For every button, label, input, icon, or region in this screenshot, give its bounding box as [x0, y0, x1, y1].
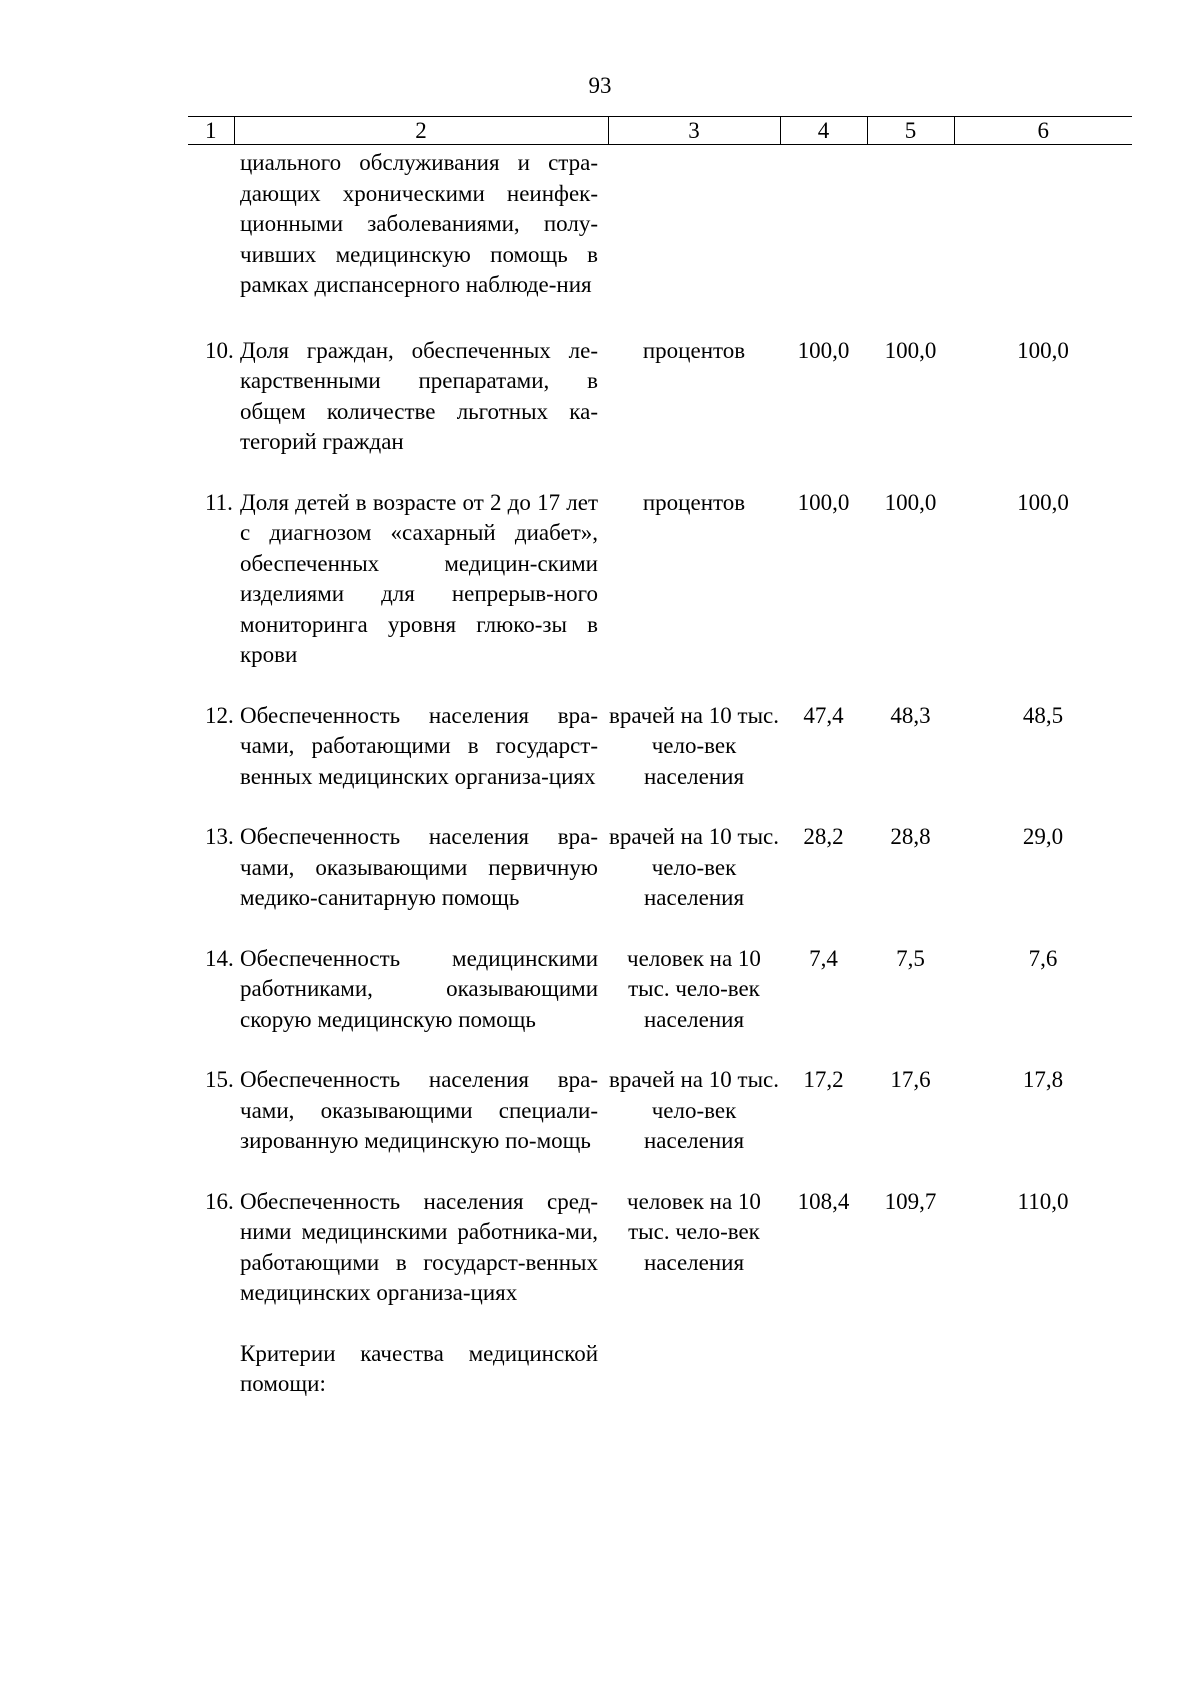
table-row: [188, 822, 1132, 914]
column-header: 4: [780, 117, 867, 145]
row-unit: врачей на 10 тыс. чело-век населения: [609, 1067, 779, 1153]
indicators-table: [188, 148, 1132, 1400]
row-number: 14.: [205, 945, 234, 971]
row-description: Обеспеченность населения вра-чами, оказывающими специали-зированную медицинскую по-мощь: [240, 1067, 598, 1153]
row-description: Обеспеченность населения сред-ними медицинскими работника-ми, работающими в государст-венных медицинских организа-циях: [240, 1188, 598, 1305]
row-description: Доля детей в возрасте от 2 до 17 лет с диагнозом «сахарный диабет», обеспеченных медицин-скими изделиями для непрерыв-ного мониторинга уровня глюко-зы в крови: [240, 489, 598, 667]
column-header: 2: [234, 117, 608, 145]
row-value-col6: 7,6: [1028, 945, 1058, 971]
row-description: Обеспеченность населения вра-чами, оказывающими первичную медико-санитарную помощь: [240, 824, 598, 910]
row-number: 10.: [205, 337, 234, 363]
column-header: 3: [608, 117, 780, 145]
table-row: [188, 1339, 1132, 1400]
row-value-col4: 47,4: [803, 702, 844, 728]
row-value-col6: 100,0: [1017, 489, 1069, 515]
continuation-text: циального обслуживания и стра-дающих хроническими неинфек-ционными заболеваниями, полу-чивших медицинскую помощь в рамках диспансерного наблюде-ния: [240, 150, 598, 297]
row-unit: процентов: [642, 337, 746, 363]
row-number: 15.: [205, 1067, 234, 1092]
row-value-col6: 29,0: [1022, 824, 1064, 849]
row-value-col4: 100,0: [797, 489, 850, 515]
column-header: 5: [867, 117, 954, 145]
row-value-col6: 100,0: [1017, 337, 1069, 363]
row-value-col6: 48,5: [1022, 702, 1064, 728]
table-row: [188, 701, 1132, 793]
row-value-col5: 48,3: [890, 702, 931, 728]
row-value-col5: 109,7: [884, 1188, 937, 1214]
table-row: [188, 336, 1132, 458]
row-description: Обеспеченность медицинскими работниками, оказывающими скорую медицинскую помощь: [240, 945, 598, 1032]
row-value-col4: 100,0: [797, 337, 850, 363]
row-number: 16.: [205, 1188, 234, 1214]
row-unit: человек на 10 тыс. чело-век населения: [627, 945, 761, 1032]
row-value-col5: 100,0: [884, 337, 937, 363]
row-value-col5: 28,8: [890, 824, 931, 849]
page-number: 93: [588, 73, 612, 98]
row-value-col5: 17,6: [890, 1067, 931, 1092]
table-row: [188, 1065, 1132, 1157]
row-number: 11.: [205, 489, 233, 515]
row-unit: человек на 10 тыс. чело-век населения: [627, 1188, 761, 1275]
row-number: 13.: [205, 824, 234, 849]
row-unit: врачей на 10 тыс. чело-век населения: [609, 702, 779, 789]
row-description: Доля граждан, обеспеченных ле-карственными препаратами, в общем количестве льготных ка-тегорий граждан: [240, 337, 598, 454]
row-value-col4: 17,2: [803, 1067, 844, 1092]
table-row: [188, 1187, 1132, 1309]
column-header-row: [188, 116, 1132, 145]
column-header: 6: [954, 117, 1132, 145]
row-value-col4: 108,4: [797, 1188, 850, 1214]
row-value-col6: 17,8: [1022, 1067, 1064, 1092]
row-value-col4: 7,4: [809, 945, 838, 971]
row-description: Обеспеченность населения вра-чами, работающими в государст-венных медицинских организа-циях: [240, 702, 598, 789]
row-unit: врачей на 10 тыс. чело-век населения: [609, 824, 779, 910]
row-value-col5: 7,5: [896, 945, 925, 971]
row-value-col6: 110,0: [1017, 1188, 1069, 1214]
section-heading: Критерии качества медицинской помощи:: [240, 1340, 598, 1396]
table-row: [188, 148, 1132, 301]
row-unit: процентов: [642, 489, 746, 515]
table-row: [188, 944, 1132, 1036]
row-number: 12.: [205, 702, 234, 728]
row-value-col4: 28,2: [803, 824, 844, 849]
row-value-col5: 100,0: [884, 489, 937, 515]
table-row: [188, 488, 1132, 671]
column-header: 1: [188, 117, 234, 145]
